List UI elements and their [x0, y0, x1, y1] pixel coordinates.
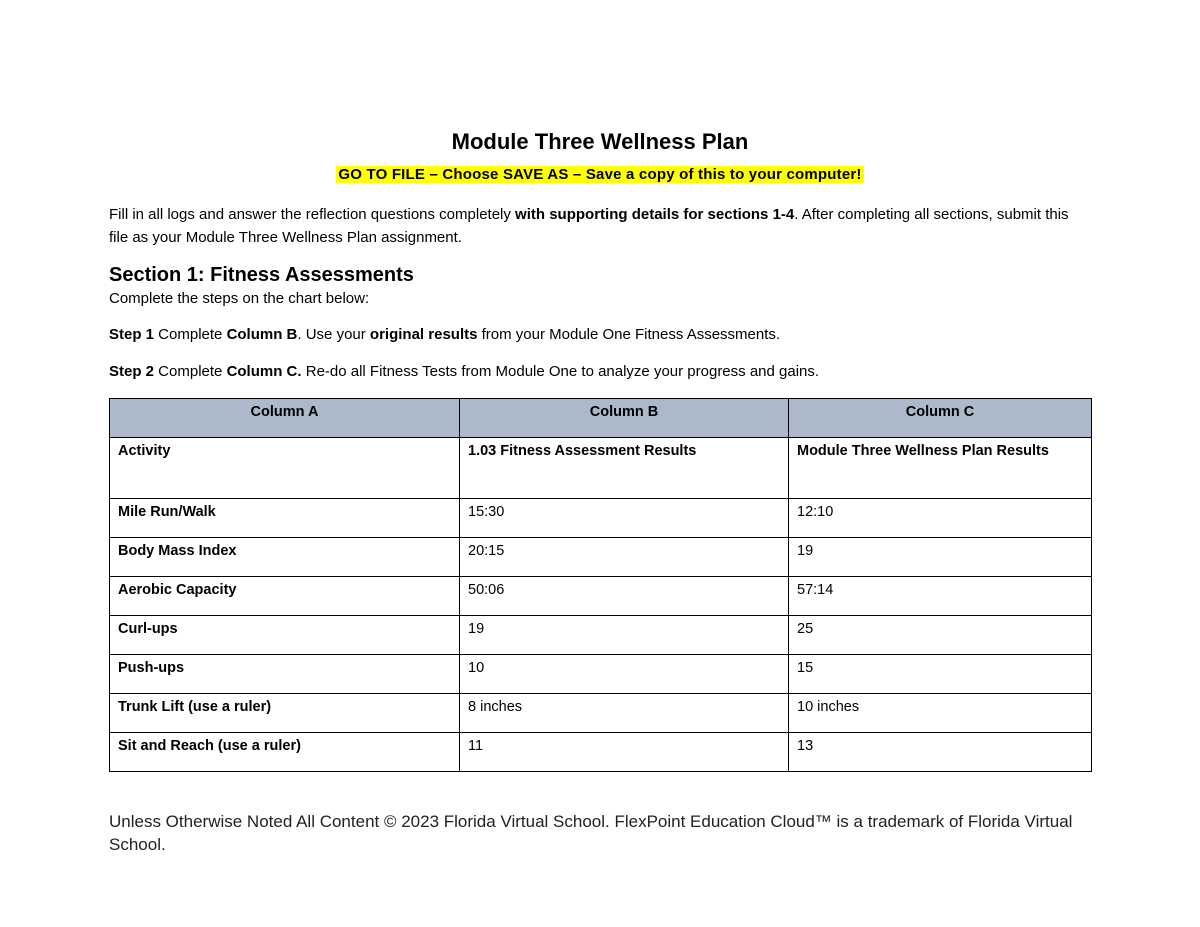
step-1-column: Column B: [226, 326, 298, 343]
section-1-heading: Section 1: Fitness Assessments: [109, 264, 414, 286]
save-notice-line: [0, 165, 1200, 185]
column-b-cell[interactable]: 20:15: [460, 538, 789, 577]
table-row: [110, 499, 1092, 538]
results-module-three-subheader[interactable]: Module Three Wellness Plan Results: [789, 438, 1092, 499]
table-row: [110, 616, 1092, 655]
column-c-cell[interactable]: 25: [789, 616, 1092, 655]
step-2-label: Step 2: [109, 363, 155, 380]
column-b-cell[interactable]: 50:06: [460, 577, 789, 616]
column-c-cell[interactable]: 15: [789, 655, 1092, 694]
column-b-cell[interactable]: 15:30: [460, 499, 789, 538]
activity-cell[interactable]: Trunk Lift (use a ruler): [110, 694, 460, 733]
column-c-cell[interactable]: 19: [789, 538, 1092, 577]
column-b-cell[interactable]: 10: [460, 655, 789, 694]
section-1-subtitle: Complete the steps on the chart below:: [109, 290, 370, 307]
column-c-header: Column C: [789, 399, 1092, 438]
intro-paragraph: [109, 203, 1069, 249]
step-2-instruction: [109, 362, 819, 382]
activity-cell[interactable]: Aerobic Capacity: [110, 577, 460, 616]
intro-text-2: . After completing all sections, submit this file as your Module Three Wellness Plan assignment.: [109, 206, 1069, 246]
column-c-cell[interactable]: 12:10: [789, 499, 1092, 538]
column-c-cell[interactable]: 10 inches: [789, 694, 1092, 733]
column-header-row: [110, 399, 1092, 438]
table-row: [110, 694, 1092, 733]
step-1-label: Step 1: [109, 326, 155, 343]
activity-cell[interactable]: Curl-ups: [110, 616, 460, 655]
column-c-cell[interactable]: 13: [789, 733, 1092, 772]
results-1-03-subheader[interactable]: 1.03 Fitness Assessment Results: [460, 438, 789, 499]
activity-cell[interactable]: Push-ups: [110, 655, 460, 694]
intro-text-1: Fill in all logs and answer the reflection questions completely: [109, 206, 516, 223]
column-a-header: Column A: [110, 399, 460, 438]
column-c-cell[interactable]: 57:14: [789, 577, 1092, 616]
table-row: [110, 577, 1092, 616]
column-b-cell[interactable]: 8 inches: [460, 694, 789, 733]
table-row: [110, 733, 1092, 772]
subheader-row: [110, 438, 1092, 499]
step-1-instruction: [109, 325, 780, 345]
table-row: [110, 538, 1092, 577]
step-2-column: Column C.: [226, 363, 302, 380]
step-1-text-2: . Use your: [297, 326, 370, 343]
table-row: [110, 655, 1092, 694]
activity-cell[interactable]: Body Mass Index: [110, 538, 460, 577]
step-2-text-2: Re-do all Fitness Tests from Module One to analyze your progress and gains.: [301, 363, 820, 380]
column-b-cell[interactable]: 19: [460, 616, 789, 655]
activity-cell[interactable]: Sit and Reach (use a ruler): [110, 733, 460, 772]
step-1-text-3: from your Module One Fitness Assessments.: [477, 326, 781, 343]
column-b-cell[interactable]: 11: [460, 733, 789, 772]
save-notice: GO TO FILE – Choose SAVE AS – Save a copy of this to your computer!: [338, 166, 862, 183]
page-title: Module Three Wellness Plan: [451, 129, 749, 154]
column-b-header: Column B: [460, 399, 789, 438]
step-2-text-1: Complete: [154, 363, 227, 380]
copyright-footer: Unless Otherwise Noted All Content © 2023 Florida Virtual School. FlexPoint Education Cloud™ is a trademark of Florida Virtual School.: [109, 812, 1073, 854]
activity-subheader[interactable]: Activity: [110, 438, 460, 499]
fitness-assessment-table: [109, 398, 1092, 772]
intro-bold-text: with supporting details for sections 1-4: [515, 206, 795, 223]
step-1-text-1: Complete: [154, 326, 227, 343]
activity-cell[interactable]: Mile Run/Walk: [110, 499, 460, 538]
step-1-bold: original results: [369, 326, 478, 343]
